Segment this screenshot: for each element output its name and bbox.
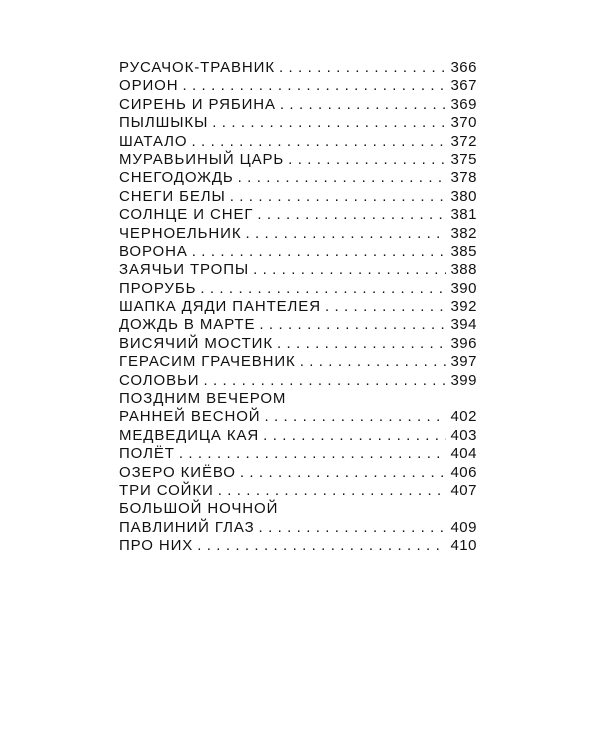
toc-entry [119, 59, 477, 77]
toc-entry [119, 225, 477, 243]
toc-entry-title: ЧЕРНОЕЛЬНИК [119, 224, 242, 242]
dot-leader [200, 280, 446, 298]
toc-entry-page: 372 [450, 132, 477, 150]
toc-entry-page: 409 [450, 518, 477, 536]
toc-entry-page: 406 [450, 463, 477, 481]
toc-entry-page: 410 [450, 537, 477, 555]
dot-leader [197, 537, 446, 555]
toc-entry [119, 133, 477, 151]
toc-entry-title: РУСАЧОК-ТРАВНИК [119, 59, 275, 76]
toc-entry [119, 151, 477, 169]
dot-leader [259, 316, 446, 334]
toc-entry [119, 482, 477, 500]
toc-entry-page: 392 [450, 298, 477, 316]
dot-leader [238, 169, 447, 187]
toc-entry [119, 464, 477, 482]
toc-entry [119, 243, 477, 261]
toc-entry [119, 427, 477, 445]
toc-entry [119, 188, 477, 206]
toc-entry [119, 390, 477, 408]
toc-entry-page: 367 [450, 77, 477, 95]
toc-entry-page: 375 [450, 150, 477, 168]
toc-entry-page: 394 [450, 316, 477, 334]
toc-entry [119, 335, 477, 353]
dot-leader [192, 243, 447, 261]
toc-entry-title: ПОЗДНИМ ВЕЧЕРОМ [119, 390, 287, 408]
dot-leader [257, 206, 446, 224]
toc-entry-title: ПЫЛШЫКЫ [119, 114, 209, 132]
toc-entry-title: БОЛЬШОЙ НОЧНОЙ [119, 500, 279, 518]
dot-leader [279, 59, 447, 77]
toc-entry-page: 369 [450, 95, 477, 113]
toc-entry [119, 114, 477, 132]
toc-entry [119, 206, 477, 224]
toc-entry-page: 380 [450, 187, 477, 205]
dot-leader [259, 519, 447, 537]
dot-leader [240, 464, 447, 482]
dot-leader [300, 353, 447, 371]
dot-leader [218, 482, 447, 500]
toc-entry-title: РАННЕЙ ВЕСНОЙ [119, 408, 261, 426]
dot-leader [182, 77, 446, 95]
toc-entry [119, 353, 477, 371]
dot-leader [179, 445, 447, 463]
toc-entry-title: ШАТАЛО [119, 132, 188, 150]
dot-leader [288, 151, 446, 169]
toc-entry-title: ОЗЕРО КИЁВО [119, 463, 236, 481]
toc-entry-page: 403 [450, 426, 477, 444]
toc-entry [119, 261, 477, 279]
toc-entry-page: 378 [450, 169, 477, 187]
toc-entry [119, 169, 477, 187]
toc-entry-title: ПАВЛИНИЙ ГЛАЗ [119, 518, 255, 536]
toc-entry-page: 370 [450, 114, 477, 132]
dot-leader [263, 427, 446, 445]
dot-leader [253, 261, 446, 279]
toc-entry-title: СНЕГОДОЖДЬ [119, 169, 234, 187]
toc-entry-page: 407 [450, 481, 477, 499]
toc-entry-title: ОРИОН [119, 77, 179, 95]
dot-leader [277, 335, 447, 353]
toc-entry [119, 408, 477, 426]
toc-entry [119, 537, 477, 555]
toc-entry [119, 519, 477, 537]
dot-leader [325, 298, 447, 316]
dot-leader [230, 188, 447, 206]
toc-entry [119, 280, 477, 298]
toc-entry-page: 366 [450, 59, 477, 76]
toc-entry-title: СОЛНЦЕ И СНЕГ [119, 206, 254, 224]
dot-leader [245, 225, 446, 243]
toc-entry [119, 372, 477, 390]
toc-entry [119, 445, 477, 463]
toc-entry-page: 381 [450, 206, 477, 224]
toc-entry-page: 399 [450, 371, 477, 389]
toc-entry-title: ПРО НИХ [119, 537, 194, 555]
dot-leader [264, 408, 446, 426]
toc-entry-page: 404 [450, 445, 477, 463]
toc-entry-title: МУРАВЬИНЫЙ ЦАРЬ [119, 150, 285, 168]
dot-leader [203, 372, 446, 390]
dot-leader [280, 96, 447, 114]
toc-entry [119, 96, 477, 114]
toc-entry-title: СОЛОВЬИ [119, 371, 200, 389]
toc-entry-title: СНЕГИ БЕЛЫ [119, 187, 226, 205]
dot-leader [192, 133, 447, 151]
toc-entry-page: 382 [450, 224, 477, 242]
toc-entry [119, 77, 477, 95]
table-of-contents [119, 59, 477, 556]
toc-entry [119, 500, 477, 518]
dot-leader [212, 114, 446, 132]
toc-entry-title: ЗАЯЧЬИ ТРОПЫ [119, 261, 250, 279]
toc-entry-title: ПОЛЁТ [119, 445, 175, 463]
toc-entry-page: 396 [450, 334, 477, 352]
toc-entry-title: ДОЖДЬ В МАРТЕ [119, 316, 256, 334]
toc-entry-title: ПРОРУБЬ [119, 279, 197, 297]
toc-entry-page: 397 [450, 353, 477, 371]
toc-entry-title: ТРИ СОЙКИ [119, 481, 214, 499]
toc-entry-page: 390 [450, 279, 477, 297]
toc-entry-title: МЕДВЕДИЦА КАЯ [119, 426, 260, 444]
toc-entry-title: СИРЕНЬ И РЯБИНА [119, 95, 276, 113]
toc-entry-title: ГЕРАСИМ ГРАЧЕВНИК [119, 353, 296, 371]
toc-entry [119, 298, 477, 316]
toc-entry-title: ВОРОНА [119, 242, 188, 260]
toc-entry-page: 402 [450, 408, 477, 426]
toc-entry-title: ВИСЯЧИЙ МОСТИК [119, 334, 273, 352]
toc-entry [119, 316, 477, 334]
toc-entry-page: 388 [450, 261, 477, 279]
toc-entry-page: 385 [450, 242, 477, 260]
toc-entry-title: ШАПКА ДЯДИ ПАНТЕЛЕЯ [119, 298, 321, 316]
